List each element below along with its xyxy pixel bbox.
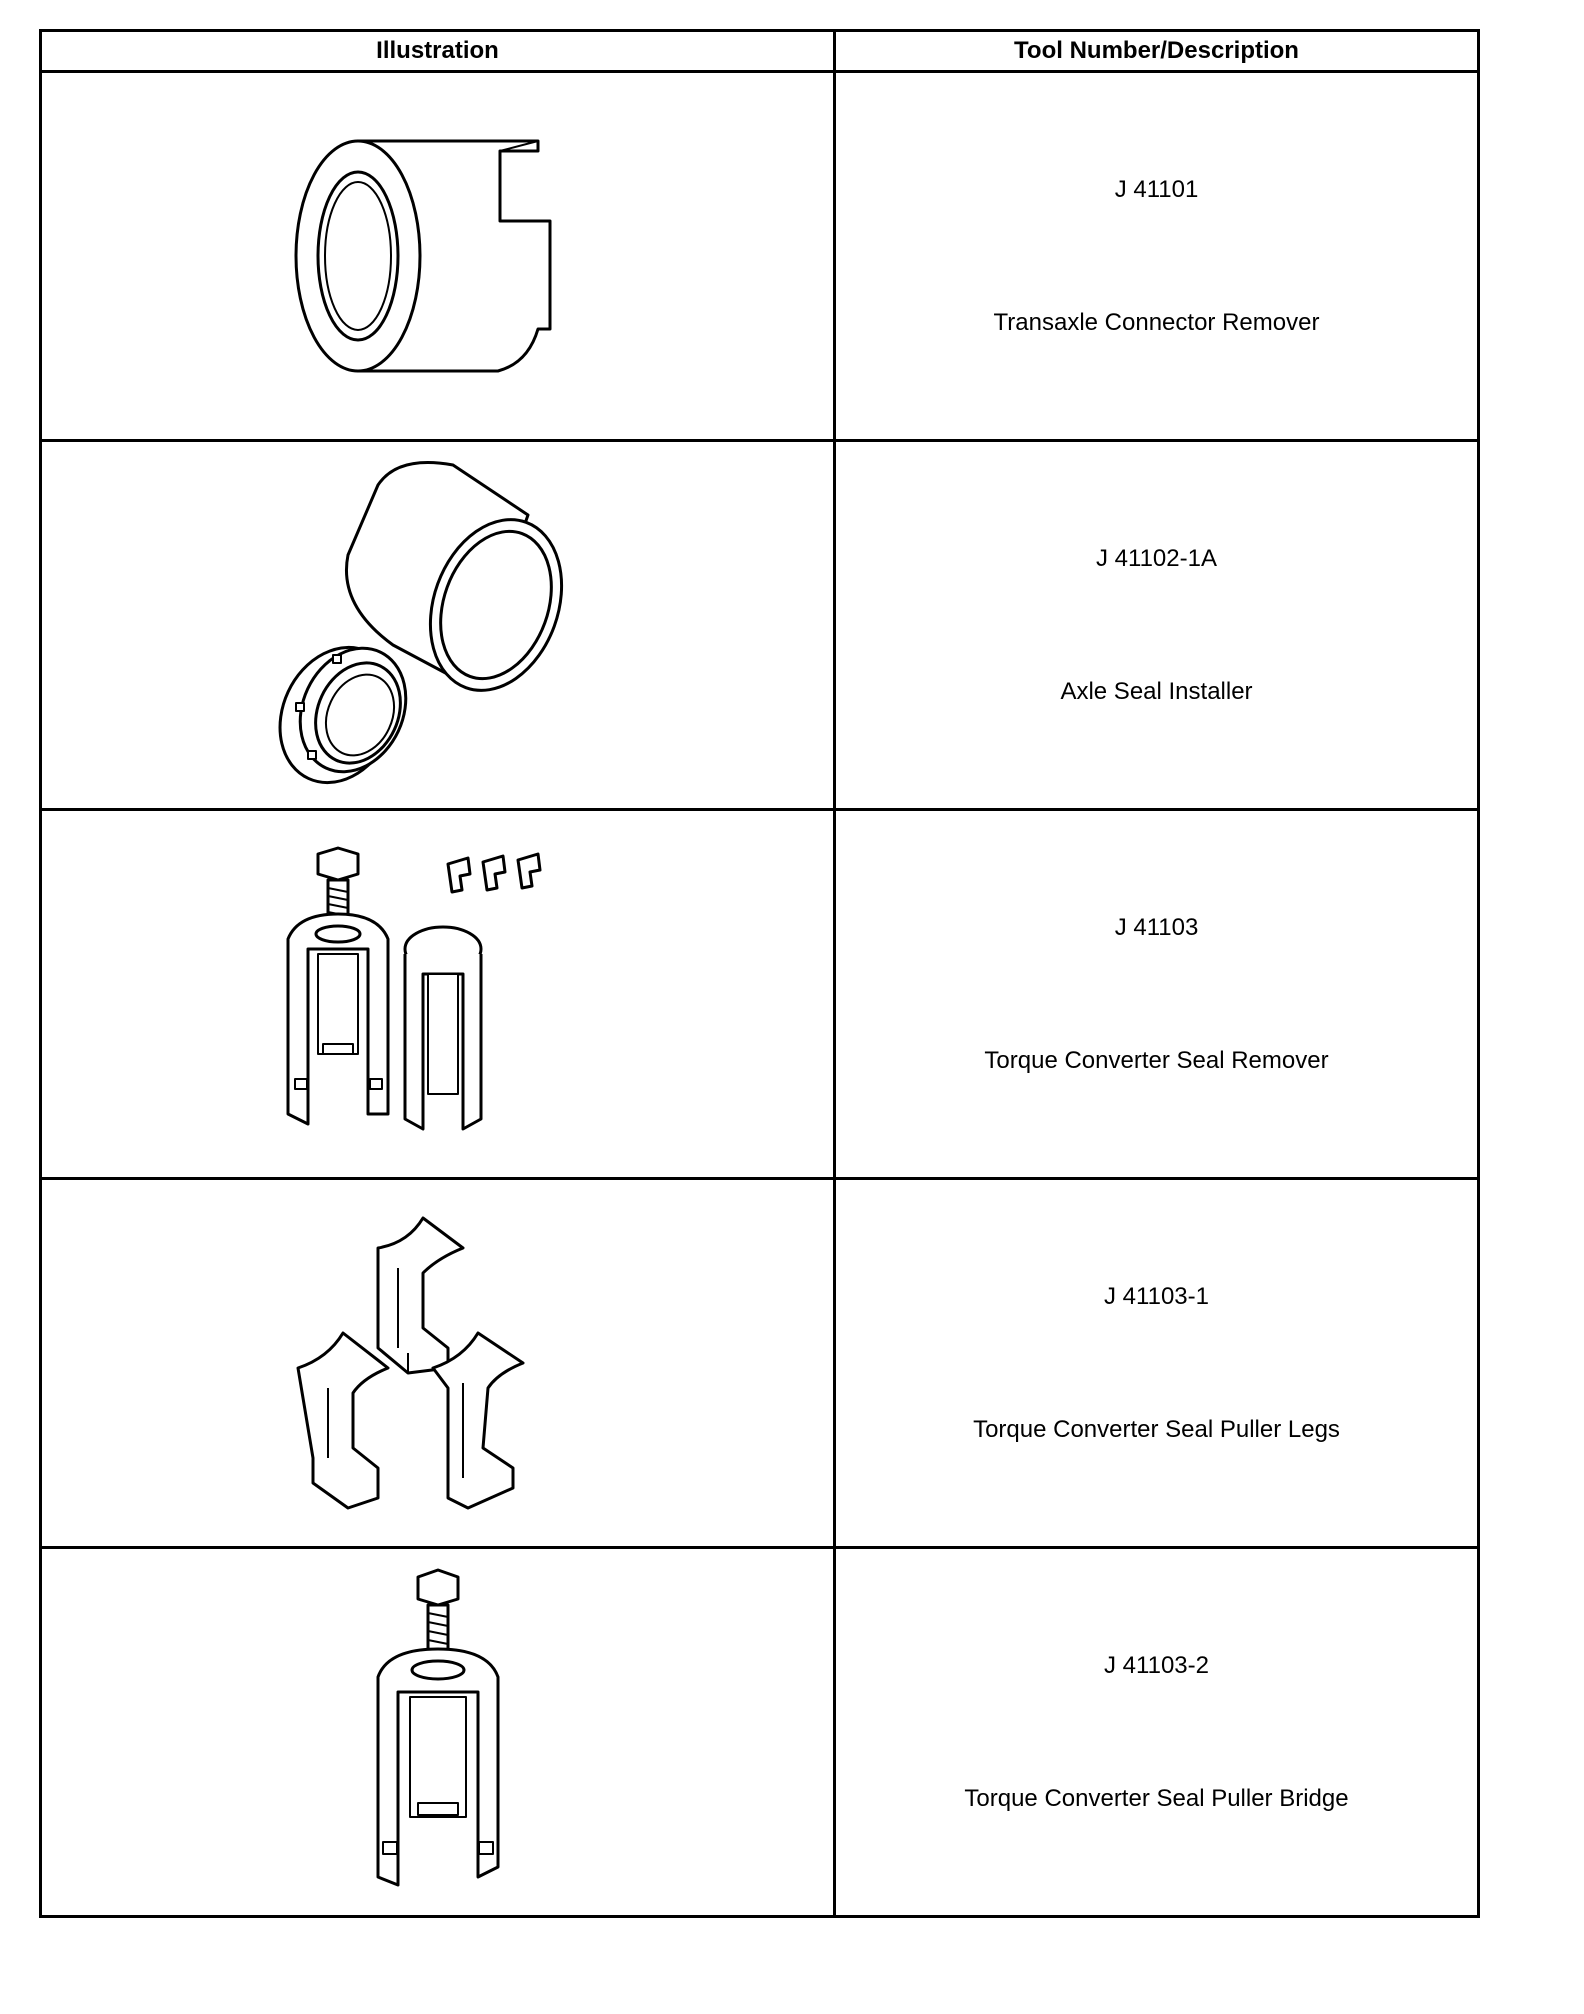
tool-description: Torque Converter Seal Puller Bridge [964,1785,1349,1812]
illustration-cell [41,72,835,441]
connector-remover-sleeve-icon [288,131,588,381]
tool-info-cell [835,1179,1479,1548]
illustration-cell [41,1548,835,1917]
header-illustration: Illustration [41,31,835,72]
tool-number: J 41103-2 [1104,1652,1209,1679]
tool-info-cell [835,441,1479,810]
table-row [41,441,1479,810]
tool-info-cell [835,1548,1479,1917]
tool-number: J 41103-1 [1104,1283,1209,1310]
header-tool-number-description: Tool Number/Description [835,31,1479,72]
puller-legs-icon [288,1208,588,1518]
tool-description: Transaxle Connector Remover [993,309,1320,336]
table-header-row [41,31,1479,72]
table-row [41,1548,1479,1917]
tool-number: J 41101 [1114,176,1199,203]
puller-bridge-icon [338,1567,538,1897]
table-row [41,810,1479,1179]
table-row [41,1179,1479,1548]
tool-description: Torque Converter Seal Remover [984,1047,1329,1074]
illustration-cell [41,810,835,1179]
tool-info-cell [835,810,1479,1179]
tool-description: Axle Seal Installer [1060,678,1253,705]
special-tools-table [39,29,1480,1918]
tool-info-cell [835,72,1479,441]
illustration-cell [41,1179,835,1548]
tool-number: J 41103 [1114,914,1199,941]
axle-seal-installer-icon [278,455,598,795]
illustration-cell [41,441,835,810]
tool-description: Torque Converter Seal Puller Legs [973,1416,1340,1443]
tool-number: J 41102-1A [1096,545,1217,572]
table-row [41,72,1479,441]
seal-remover-kit-icon [278,844,598,1144]
